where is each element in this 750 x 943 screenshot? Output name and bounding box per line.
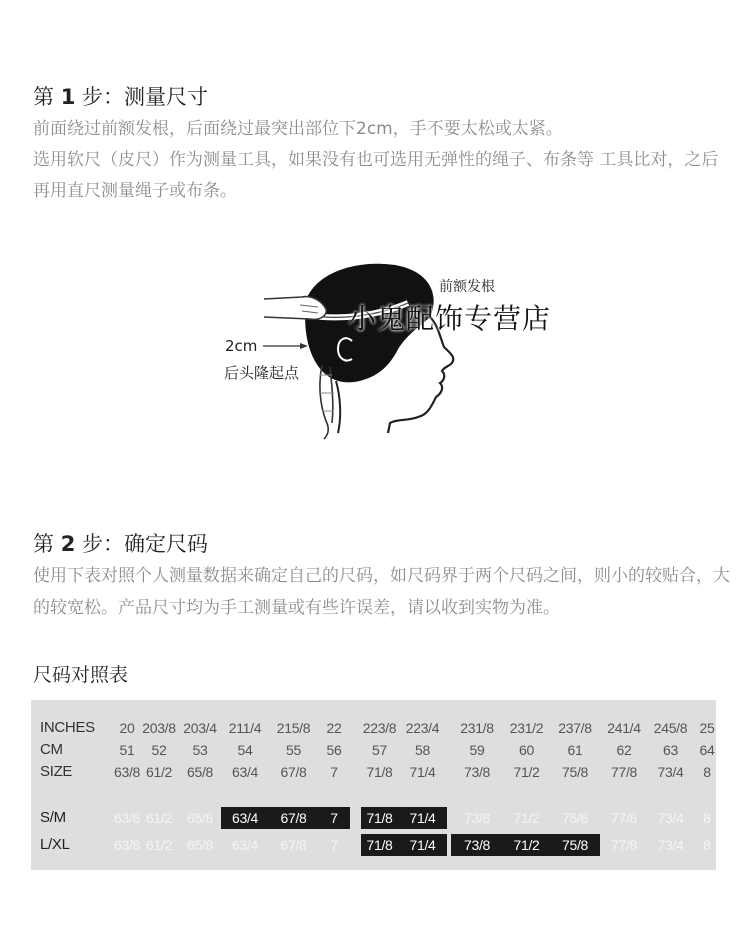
table-cell: 57 xyxy=(372,742,387,758)
table-cell: 237/8 xyxy=(558,720,592,736)
table-cell: 77/8 xyxy=(610,810,638,826)
table-cell: 71/4 xyxy=(409,764,436,780)
table-cell: 63/8 xyxy=(113,810,141,826)
table-cell: 63 xyxy=(663,742,678,758)
table-row xyxy=(31,761,716,783)
table-cell: 245/8 xyxy=(653,720,688,736)
row-label: CM xyxy=(40,741,63,758)
table-cell: 65/8 xyxy=(186,837,214,853)
table-cell: 73/8 xyxy=(463,810,491,826)
table-cell: 8 xyxy=(703,810,711,826)
table-cell: 67/8 xyxy=(280,764,307,780)
table-cell: 231/8 xyxy=(460,720,494,736)
row-label: S/M xyxy=(40,809,66,826)
table-cell: 71/8 xyxy=(361,807,398,829)
table-cell: 223/8 xyxy=(362,720,397,736)
table-cell: 53 xyxy=(192,742,208,758)
table-cell: 231/2 xyxy=(509,720,544,736)
table-cell: 52 xyxy=(151,742,167,758)
table-cell: 22 xyxy=(326,720,342,736)
step1-instructions xyxy=(33,114,733,207)
table-cell: 56 xyxy=(326,742,342,758)
table-cell: 71/4 xyxy=(398,834,447,856)
table-cell: 51 xyxy=(119,742,135,758)
table-cell: 61/2 xyxy=(145,837,173,853)
table-row xyxy=(31,807,716,829)
table-cell: 7 xyxy=(330,764,338,780)
table-cell: 61/2 xyxy=(145,810,173,826)
table-cell: 77/8 xyxy=(610,764,638,780)
step2-title: 第 2 步：确定尺码 xyxy=(33,532,208,556)
table-cell: 63/4 xyxy=(231,837,259,853)
step1-line1: 前面绕过前额发根，后面绕过最突出部位下2cm，手不要太松或太紧。 xyxy=(33,119,563,139)
table-cell: 63/8 xyxy=(113,837,141,853)
label-2cm: 2cm xyxy=(225,337,258,355)
store-watermark: 小鬼配饰专营店 xyxy=(348,302,552,335)
head-measurement-illustration xyxy=(0,255,750,445)
table-row xyxy=(31,717,716,739)
table-cell: 215/8 xyxy=(276,720,311,736)
table-cell: 8 xyxy=(703,764,711,780)
table-cell: 71/8 xyxy=(366,764,393,780)
table-cell: 61/2 xyxy=(145,764,173,780)
step1-title: 第 1 步：测量尺寸 xyxy=(33,85,208,109)
table-cell: 71/2 xyxy=(513,810,540,826)
size-chart-table xyxy=(31,700,716,870)
step1-line2: 选用软尺（皮尺）作为测量工具，如果没有也可选用无弹性的绳子、布条等 工具比对，之后再用直尺测量绳子或布条。 xyxy=(33,150,719,201)
row-label: L/XL xyxy=(40,836,70,853)
table-cell: 73/4 xyxy=(657,837,684,853)
table-cell: 65/8 xyxy=(186,764,214,780)
table-cell: 64 xyxy=(699,742,715,758)
label-front-hairline: 前额发根 xyxy=(439,279,495,295)
table-cell: 71/8 xyxy=(361,834,398,856)
table-cell: 7 xyxy=(330,837,338,853)
label-occipital-point: 后头隆起点 xyxy=(224,364,300,382)
table-cell: 63/4 xyxy=(231,764,259,780)
table-cell: 73/4 xyxy=(657,764,684,780)
table-cell: 203/8 xyxy=(142,720,176,736)
table-cell: 71/2 xyxy=(503,834,550,856)
table-cell: 73/8 xyxy=(451,834,503,856)
table-cell: 65/8 xyxy=(186,810,214,826)
table-cell: 77/8 xyxy=(610,837,638,853)
table-cell: 203/4 xyxy=(183,720,217,736)
table-cell: 71/4 xyxy=(398,807,447,829)
table-cell: 71/2 xyxy=(513,764,540,780)
table-cell: 63/8 xyxy=(113,764,141,780)
step2-instructions: 使用下表对照个人测量数据来确定自己的尺码，如尺码界于两个尺码之间，则小的较贴合，大的较宽松。产品尺寸均为手工测量或有些许误差，请以收到实物为准。 xyxy=(33,566,730,618)
step2-number: 2 xyxy=(60,532,76,556)
table-cell: 55 xyxy=(286,742,301,758)
row-label: SIZE xyxy=(40,763,73,780)
table-cell: 73/8 xyxy=(463,764,491,780)
table-cell: 7 xyxy=(318,807,350,829)
step1-number: 1 xyxy=(60,85,76,109)
table-cell: 67/8 xyxy=(269,807,318,829)
size-chart-title: 尺码对照表 xyxy=(33,664,129,686)
table-cell: 61 xyxy=(567,742,583,758)
table-row xyxy=(31,739,716,761)
table-cell: 54 xyxy=(237,742,253,758)
table-cell: 75/8 xyxy=(561,810,589,826)
table-cell: 241/4 xyxy=(607,720,641,736)
table-cell: 8 xyxy=(703,837,711,853)
table-cell: 58 xyxy=(415,742,430,758)
table-cell: 63/4 xyxy=(221,807,269,829)
table-cell: 60 xyxy=(519,742,534,758)
table-cell: 25 xyxy=(699,720,715,736)
table-cell: 211/4 xyxy=(228,720,262,736)
table-cell: 59 xyxy=(469,742,485,758)
table-cell: 75/8 xyxy=(550,834,600,856)
table-row xyxy=(31,834,716,856)
table-cell: 75/8 xyxy=(561,764,589,780)
table-cell: 67/8 xyxy=(280,837,307,853)
table-cell: 62 xyxy=(616,742,632,758)
table-cell: 20 xyxy=(119,720,135,736)
table-cell: 223/4 xyxy=(405,720,440,736)
row-label: INCHES xyxy=(40,719,95,736)
table-cell: 73/4 xyxy=(657,810,684,826)
